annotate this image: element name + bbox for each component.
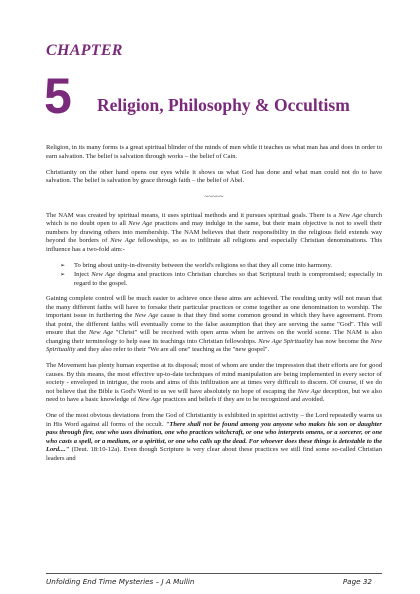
nam-paragraph: The NAM was created by spiritual means, it uses spiritual methods and it pursues spiritual goals. There is a New Age church which is no doubt open to all New Age practices and may indulge in the same, but their main objective is not to swell their numbers by drawing others into membership. The NAM believes that their responsibility in the religious field extends way beyond the borders of New Age fellowships, so as to infiltrate all religions and especially Christian denominations. This influence has a two-fold aim:- <box>46 211 382 253</box>
chapter-title: Religion, Philosophy & Occultism <box>97 95 350 115</box>
list-item: ➢ Inject New Age dogma and practices into Christian churches so that Scriptural truth is compromised; especially in regard to the gospel. <box>60 271 382 287</box>
chapter-body <box>46 144 382 471</box>
footer-book-title: Unfolding End Time Mysteries – J A Mullin <box>46 577 195 586</box>
chapter-number: 5 <box>44 68 72 124</box>
page-footer <box>46 573 382 586</box>
control-paragraph: Gaining complete control will be much easier to achieve once these aims are achieved. The resulting unity will not mean that the many different faiths will have to forsake their particular practices or come together as one denomination to worship. The important issue in furthering the New Age cause is that they find some common ground in which they have agreement. From that point, the different faiths will eventually come to the false assumption that they are serving the same "God". This will ensure that the New Age "Christ" will be received with open arms when he arrives on the world scene. The NAM is also changing their terminology to help ease its teachings into Christian fellowships. New Age Spirituality has now become the New Spirituality and they also refer to their "We are all one" teaching as the "new gospel". <box>46 295 382 353</box>
chapter-label: CHAPTER <box>46 42 123 59</box>
intro-paragraph-religion: Religion, in its many forms is a great spiritual blinder of the minds of men while it teaches us what man has and does in order to earn salvation. The belief is salvation through works – the belief of Cain. <box>46 144 382 160</box>
arrow-bullet-icon: ➢ <box>60 272 66 278</box>
aims-list <box>46 262 382 289</box>
section-separator: ~~~~~ <box>204 193 224 201</box>
movement-paragraph: The Movement has plenty human expertise at its disposal; most of whom are under the impression that their efforts are for good causes. By this means, the most effective up-to-date techniques of mind manipulation are being implemented in every sector of society - enveloped in intrigue, the roots and aims of this infiltration are at times very difficult to discern. Of course, if we do not believe that the Bible is God's Word to us we will have absolutely no hope of escaping the New Age deception, but we also need to have a basic knowledge of New Age practices and beliefs if they are to be recognized and avoided. <box>46 362 382 403</box>
footer-page-number: Page 32 <box>342 577 372 586</box>
deviation-paragraph: One of the most obvious deviations from the God of Christianity is exhibited in spiritist activity – the Lord repeatedly warns us in His Word against all forms of the occult. "There shall not be found among you anyone who makes his son or daughter pass through fire, one who uses divination, one who practices witchcraft, or one who interprets omens, or a sorcerer, or one who casts a spell, or a medium, or a spiritist, or one who calls up the dead. For whoever does these things is detestable to the Lord...." (Deut. 18:10-12a). Even though Scripture is very clear about these practices we still find some so-called Christian leaders and <box>46 412 382 462</box>
scripture-quote: "There shall not be found among you anyone who makes his son or daughter pass through fire, one who uses divination, one who practices witchcraft, or one who interprets omens, or a sorcerer, or one who casts a spell, or a medium, or a spiritist, or one who calls up the dead. For whoever does these things is detestable to the Lord...." <box>46 420 382 453</box>
intro-paragraph-christianity: Christianity on the other hand opens our eyes while it shows us what God has done and what man could not do to have salvation. The belief is salvation by grace through faith – the belief of Abel. <box>46 168 382 184</box>
arrow-bullet-icon: ➢ <box>60 262 66 269</box>
list-item: ➢ To bring about unity-in-diversity between the world's religions so that they all come into harmony. <box>60 261 332 269</box>
